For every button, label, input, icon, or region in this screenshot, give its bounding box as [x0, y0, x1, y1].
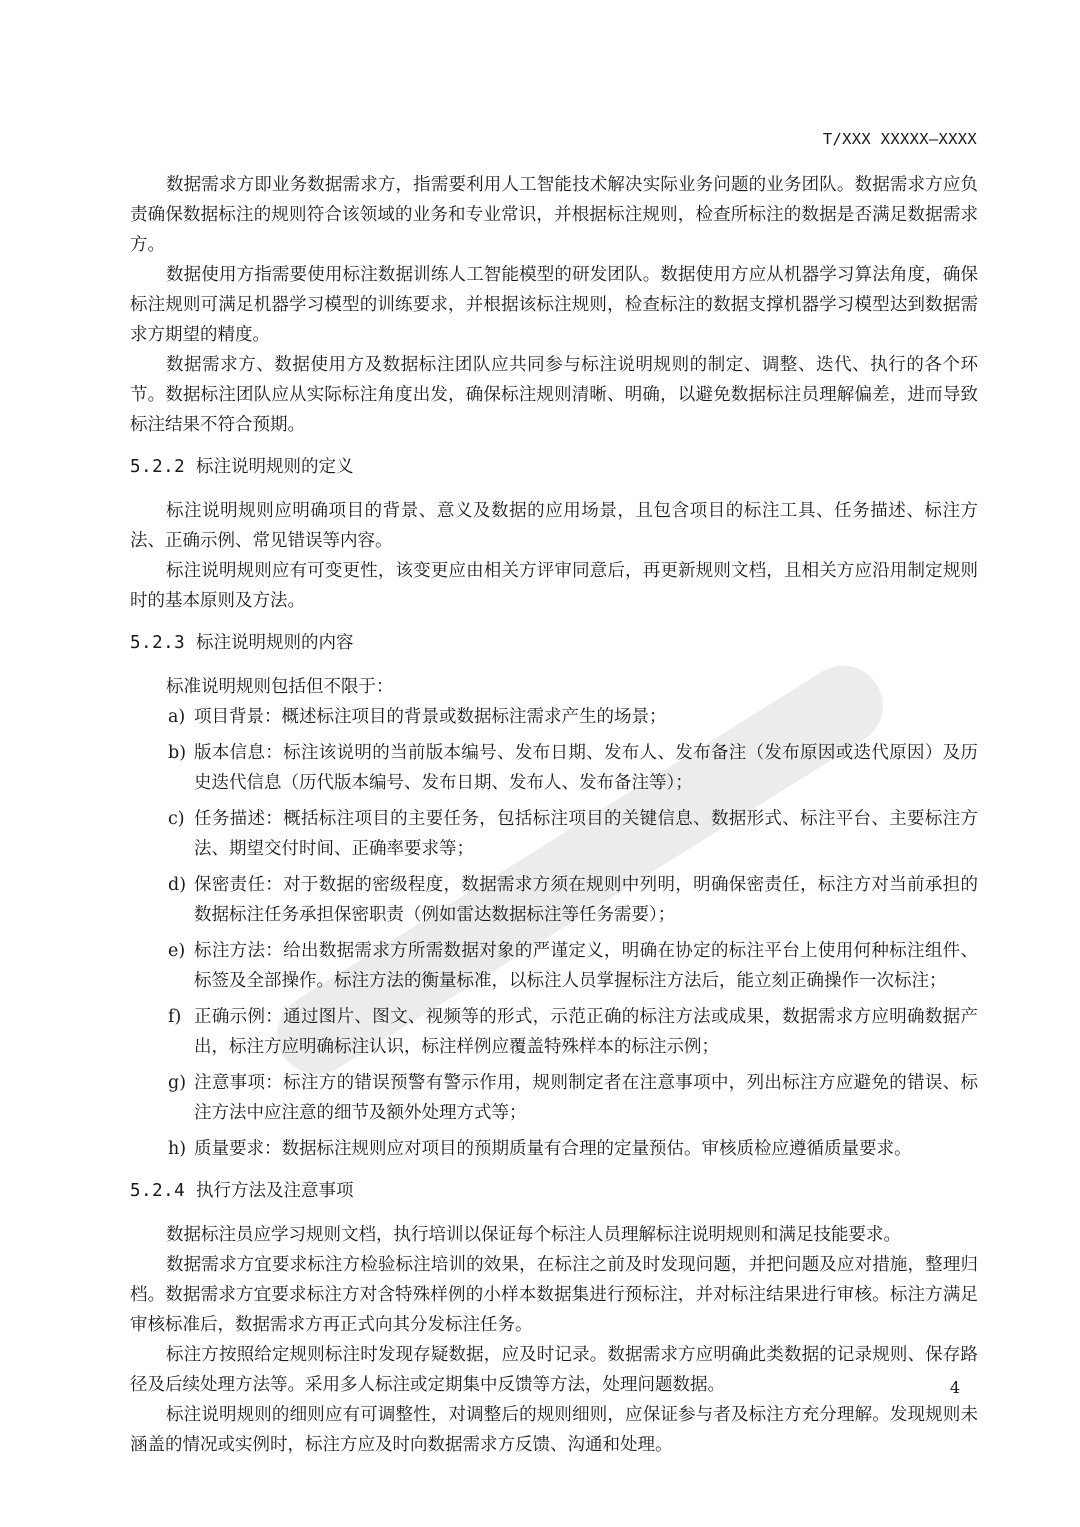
page-number: 4: [949, 1378, 960, 1397]
section-heading-5-2-4: [130, 1176, 978, 1206]
paragraph: 数据标注员应学习规则文档，执行培训以保证每个标注人员理解标注说明规则和满足技能要求。: [166, 1225, 901, 1245]
paragraph: 标注方按照给定规则标注时发现存疑数据，应及时记录。数据需求方应明确此类数据的记录规则、保存路径及后续处理方法等。采用多人标注或定期集中反馈等方法，处理问题数据。: [130, 1345, 978, 1395]
section-heading-5-2-2: [130, 452, 978, 482]
paragraph: 数据需求方宜要求标注方检验标注培训的效果，在标注之前及时发现问题，并把问题及应对措施，整理归档。数据需求方宜要求标注方对含特殊样例的小样本数据集进行预标注，并对标注结果进行审核。标注方满足审核标准后，数据需求方再正式向其分发标注任务。: [130, 1255, 978, 1335]
section-title: 标注说明规则的定义: [196, 457, 354, 477]
list-item: [130, 738, 978, 798]
list-item: [130, 870, 978, 930]
list-item: [130, 936, 978, 996]
list-item: [130, 1068, 978, 1128]
paragraph: 标注说明规则应明确项目的背景、意义及数据的应用场景，且包含项目的标注工具、任务描述、标注方法、正确示例、常见错误等内容。: [130, 501, 978, 551]
list-item-text: 保密责任：对于数据的密级程度，数据需求方须在规则中列明，明确保密责任，标注方对当前承担的数据标注任务承担保密职责（例如雷达数据标注等任务需要）；: [194, 875, 978, 925]
section-number: 5.2.4: [130, 1181, 186, 1201]
list-item-text: 项目背景：概述标注项目的背景或数据标注需求产生的场景；: [194, 707, 667, 727]
list-marker: a): [168, 707, 186, 727]
list-intro: 标准说明规则包括但不限于：: [166, 677, 394, 697]
list-item-text: 正确示例：通过图片、图文、视频等的形式，示范正确的标注方法或成果，数据需求方应明确数据产出，标注方应明确标注认识，标注样例应覆盖特殊样本的标注示例；: [194, 1007, 978, 1057]
paragraph: 数据使用方指需要使用标注数据训练人工智能模型的研发团队。数据使用方应从机器学习算法角度，确保标注规则可满足机器学习模型的训练要求，并根据该标注规则，检查标注的数据支撑机器学习模型达到数据需求方期望的精度。: [130, 265, 978, 345]
paragraph: 标注说明规则应有可变更性，该变更应由相关方评审同意后，再更新规则文档，且相关方应沿用制定规则时的基本原则及方法。: [130, 561, 978, 611]
body-text: [130, 170, 978, 1460]
list-item: [130, 804, 978, 864]
list-item: [130, 1134, 978, 1164]
list-item-text: 版本信息：标注该说明的当前版本编号、发布日期、发布人、发布备注（发布原因或迭代原因）及历史迭代信息（历代版本编号、发布日期、发布人、发布备注等）；: [194, 743, 978, 793]
list-item: [130, 1002, 978, 1062]
section-number: 5.2.2: [130, 457, 186, 477]
list-marker: h): [168, 1139, 187, 1159]
list-marker: b): [168, 743, 187, 763]
list-marker: d): [168, 875, 187, 895]
content-list: [130, 702, 978, 1164]
paragraph: 标注说明规则的细则应有可调整性，对调整后的规则细则，应保证参与者及标注方充分理解。发现规则未涵盖的情况或实例时，标注方应及时向数据需求方反馈、沟通和处理。: [130, 1405, 978, 1455]
section-title: 标注说明规则的内容: [196, 633, 354, 653]
list-marker: f): [168, 1007, 182, 1027]
section-title: 执行方法及注意事项: [196, 1181, 354, 1201]
list-marker: c): [168, 809, 185, 829]
paragraph: 数据需求方、数据使用方及数据标注团队应共同参与标注说明规则的制定、调整、迭代、执行的各个环节。数据标注团队应从实际标注角度出发，确保标注规则清晰、明确，以避免数据标注员理解偏差，进而导致标注结果不符合预期。: [130, 355, 978, 435]
list-marker: g): [168, 1073, 187, 1093]
list-item: [130, 702, 978, 732]
section-heading-5-2-3: [130, 628, 978, 658]
paragraph: 数据需求方即业务数据需求方，指需要利用人工智能技术解决实际业务问题的业务团队。数据需求方应负责确保数据标注的规则符合该领域的业务和专业常识，并根据标注规则，检查所标注的数据是否满足数据需求方。: [130, 175, 978, 255]
list-item-text: 注意事项：标注方的错误预警有警示作用，规则制定者在注意事项中，列出标注方应避免的错误、标注方法中应注意的细节及额外处理方式等；: [194, 1073, 978, 1123]
section-number: 5.2.3: [130, 633, 186, 653]
list-item-text: 任务描述：概括标注项目的主要任务，包括标注项目的关键信息、数据形式、标注平台、主要标注方法、期望交付时间、正确率要求等；: [194, 809, 978, 859]
list-item-text: 标注方法：给出数据需求方所需数据对象的严谨定义，明确在协定的标注平台上使用何种标注组件、标签及全部操作。标注方法的衡量标准，以标注人员掌握标注方法后，能立刻正确操作一次标注；: [194, 941, 978, 991]
list-marker: e): [168, 941, 186, 961]
standard-code: T/XXX XXXXX—XXXX: [822, 130, 977, 148]
list-item-text: 质量要求：数据标注规则应对项目的预期质量有合理的定量预估。审核质检应遵循质量要求。: [194, 1139, 912, 1159]
